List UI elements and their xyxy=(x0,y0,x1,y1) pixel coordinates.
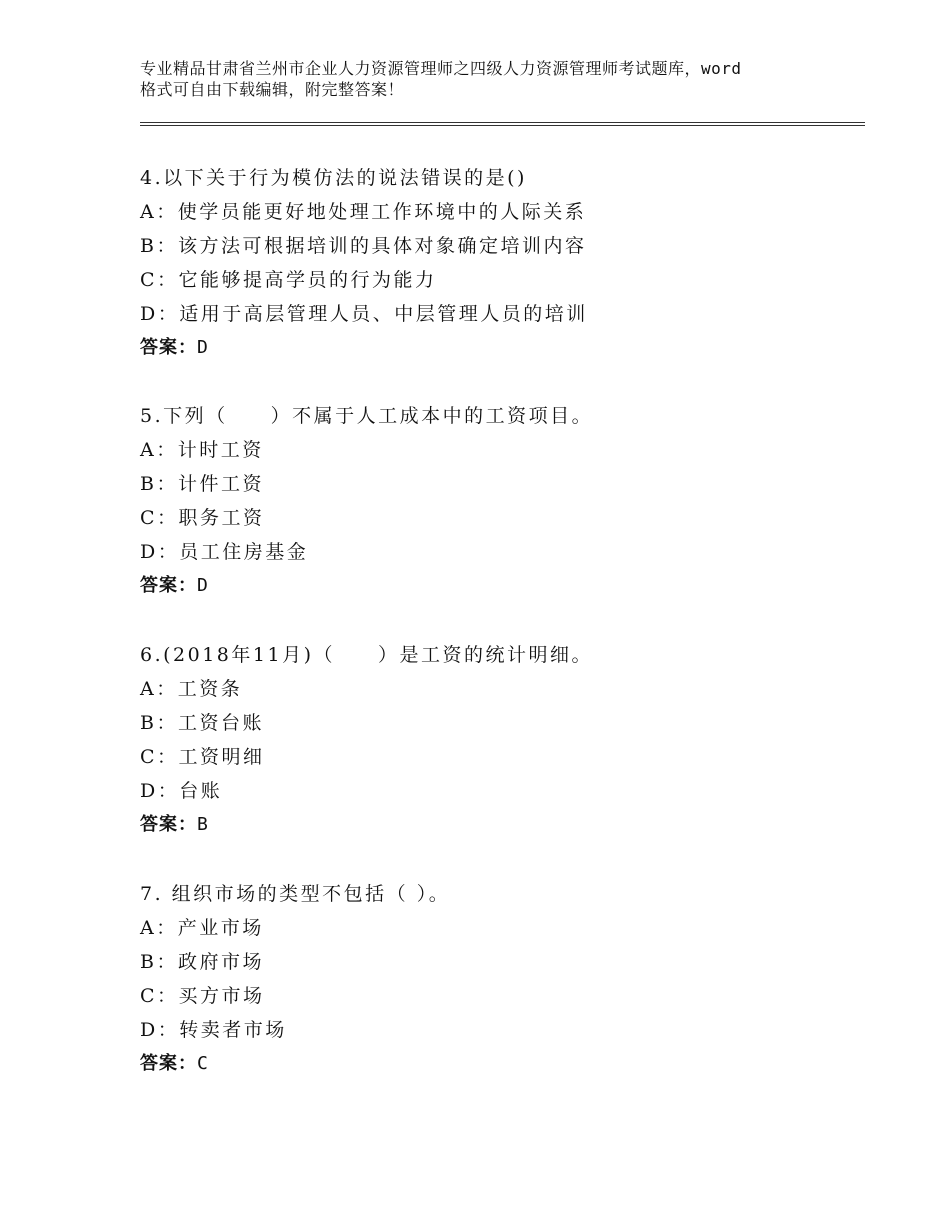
answer-label: 答案： xyxy=(140,1053,197,1074)
option-a: A：计时工资 xyxy=(140,439,264,461)
answer-line xyxy=(140,569,840,603)
document-header xyxy=(140,58,830,100)
option-d: D：台账 xyxy=(140,780,223,802)
question-block xyxy=(140,638,840,842)
question-stem: 4.以下关于行为模仿法的说法错误的是() xyxy=(140,167,527,189)
answer-line xyxy=(140,1047,840,1081)
answer-line xyxy=(140,808,840,842)
option-a: A：使学员能更好地处理工作环境中的人际关系 xyxy=(140,201,587,223)
question-block xyxy=(140,877,840,1081)
header-line-2: 格式可自由下载编辑，附完整答案！ xyxy=(140,80,405,99)
header-divider-top xyxy=(140,122,865,123)
option-b: B：政府市场 xyxy=(140,951,264,973)
header-divider-bottom xyxy=(140,125,865,126)
option-b: B：该方法可根据培训的具体对象确定培训内容 xyxy=(140,235,587,257)
option-c: C：买方市场 xyxy=(140,985,265,1007)
question-stem: 5.下列（ ）不属于人工成本中的工资项目。 xyxy=(140,405,594,427)
answer-line xyxy=(140,331,840,365)
answer-value: C xyxy=(197,1053,209,1074)
answer-label: 答案： xyxy=(140,575,197,596)
option-c: C：它能够提高学员的行为能力 xyxy=(140,269,437,291)
option-b: B：计件工资 xyxy=(140,473,264,495)
answer-value: D xyxy=(197,575,209,596)
answer-value: D xyxy=(197,337,209,358)
option-a: A：产业市场 xyxy=(140,917,264,939)
header-line-1: 专业精品甘肃省兰州市企业人力资源管理师之四级人力资源管理师考试题库，word xyxy=(140,59,742,78)
answer-label: 答案： xyxy=(140,337,197,358)
question-block xyxy=(140,399,840,603)
answer-label: 答案： xyxy=(140,814,197,835)
question-stem: 6.(2018年11月)（ ）是工资的统计明细。 xyxy=(140,644,593,666)
option-c: C：工资明细 xyxy=(140,746,265,768)
option-d: D：员工住房基金 xyxy=(140,541,309,563)
option-a: A：工资条 xyxy=(140,678,243,700)
option-d: D：适用于高层管理人员、中层管理人员的培训 xyxy=(140,303,588,325)
answer-value: B xyxy=(197,814,209,835)
option-b: B：工资台账 xyxy=(140,712,264,734)
option-c: C：职务工资 xyxy=(140,507,265,529)
question-block xyxy=(140,161,840,365)
option-d: D：转卖者市场 xyxy=(140,1019,287,1041)
question-stem: 7. 组织市场的类型不包括（ ）。 xyxy=(140,883,451,905)
